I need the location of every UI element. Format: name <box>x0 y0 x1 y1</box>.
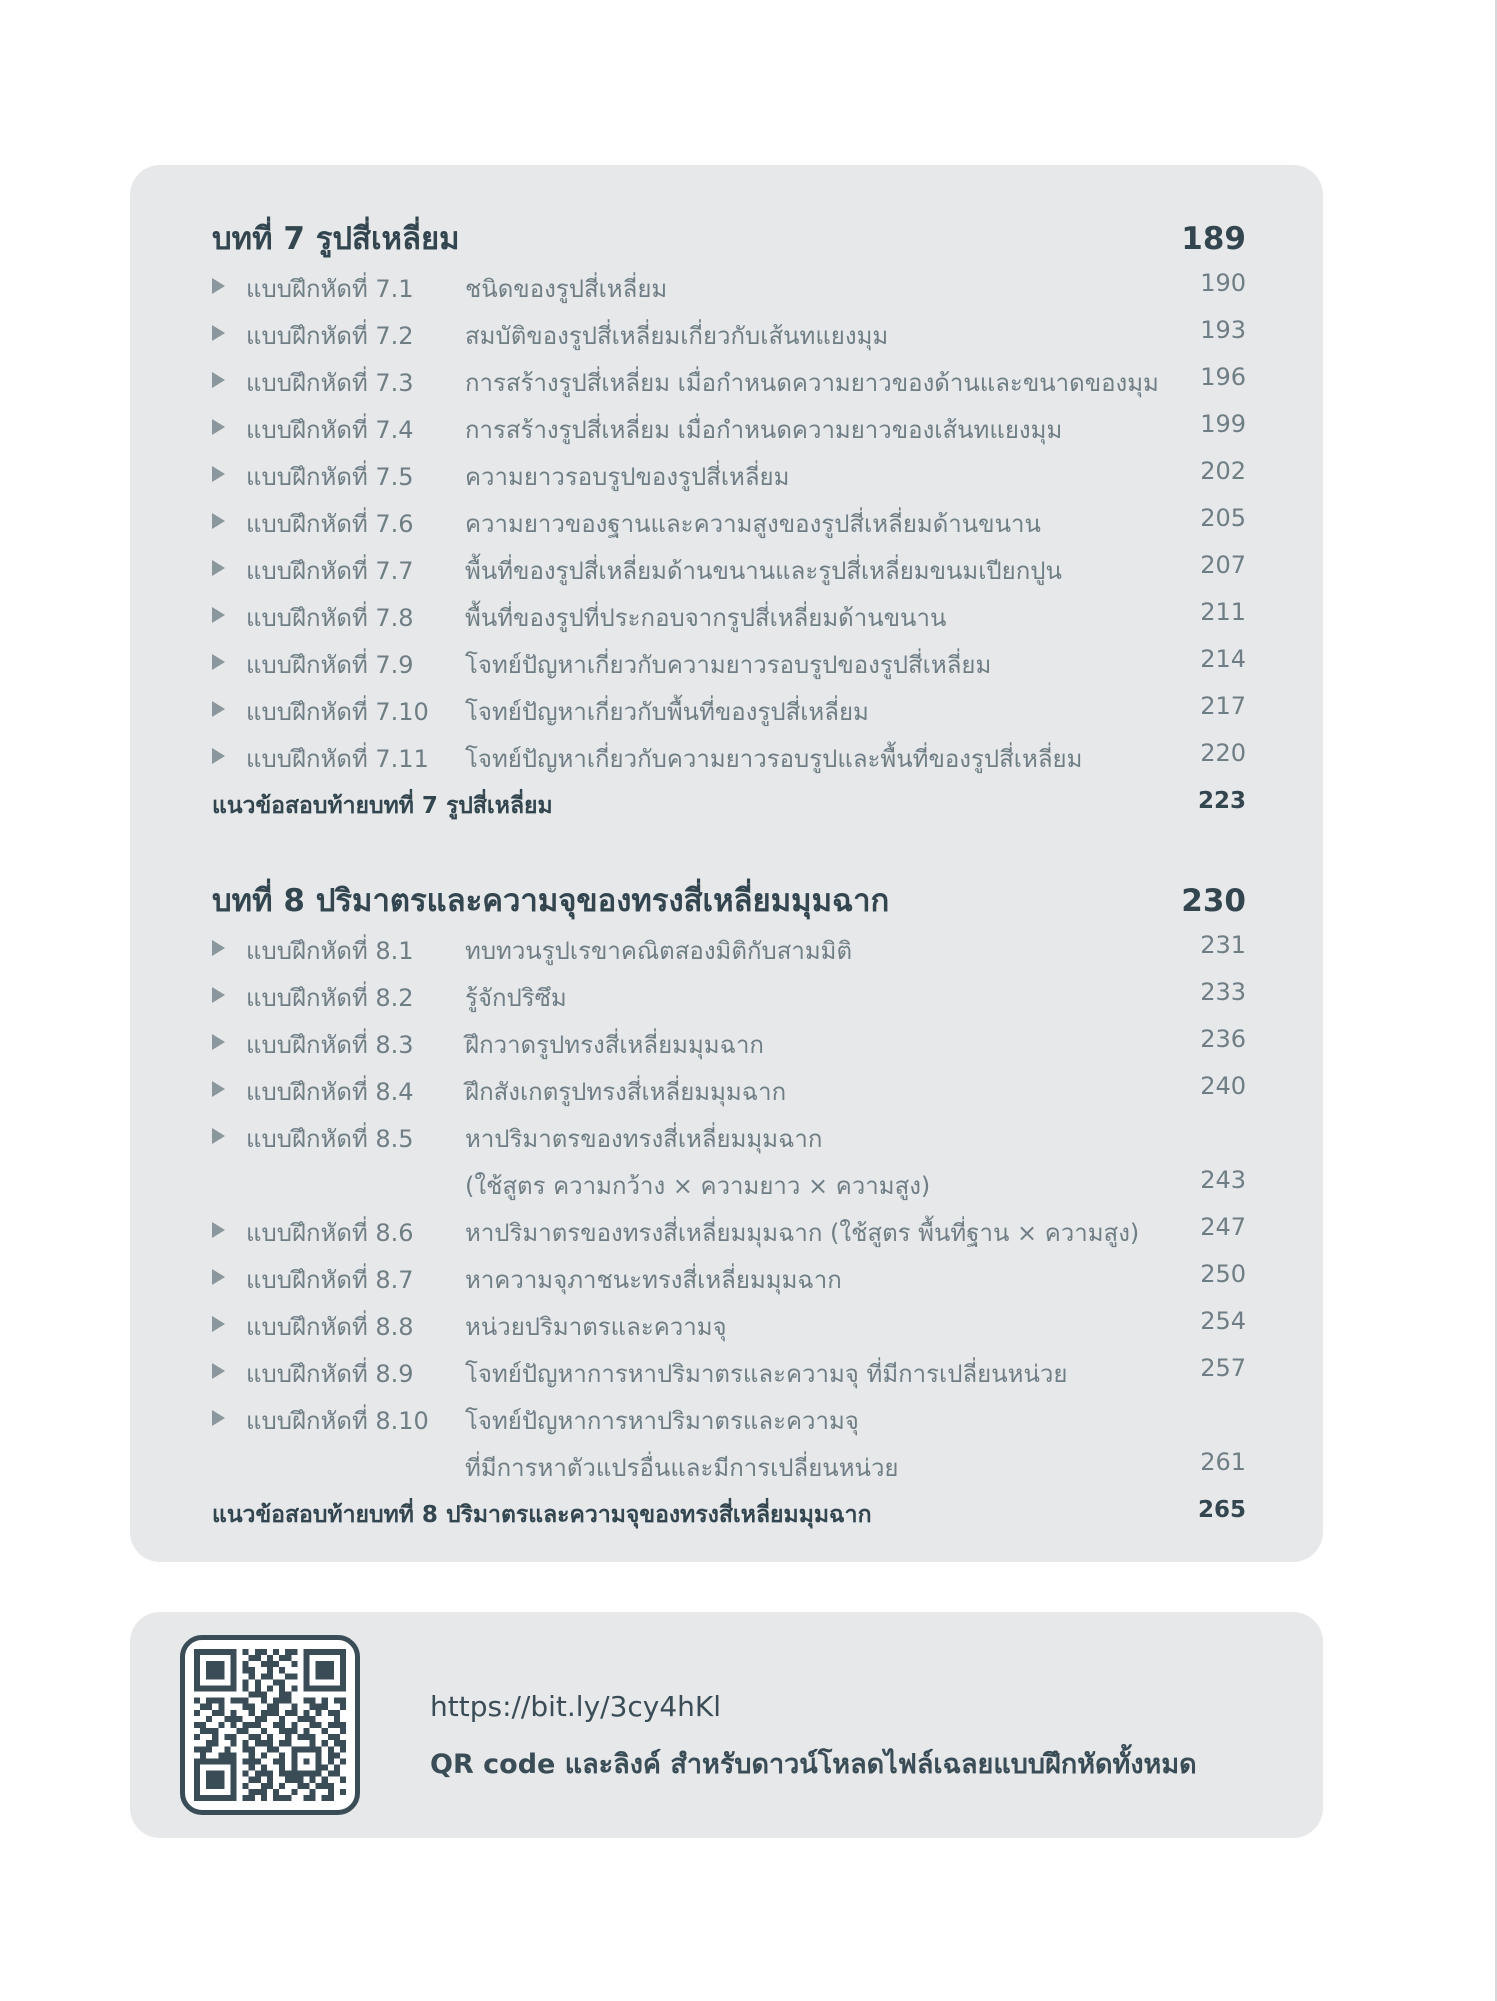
toc-row-7-3[interactable] <box>212 363 1246 403</box>
chapter-8-review-row[interactable] <box>212 1497 1246 1533</box>
review-page: 265 <box>1197 1497 1246 1523</box>
exercise-label: แบบฝึกหัดที่ 7.5 <box>246 463 414 491</box>
exercise-page: 257 <box>1200 1354 1246 1382</box>
toc-row-7-2[interactable] <box>212 316 1246 356</box>
triangle-bullet-icon <box>212 1316 225 1332</box>
exercise-title: ฝึกสังเกตรูปทรงสี่เหลี่ยมมุมฉาก <box>465 1078 787 1106</box>
toc-row-8-5[interactable] <box>212 1119 1246 1159</box>
exercise-label: แบบฝึกหัดที่ 8.9 <box>246 1360 414 1388</box>
exercise-label: แบบฝึกหัดที่ 7.3 <box>246 369 414 397</box>
toc-row-7-5[interactable] <box>212 457 1246 497</box>
exercise-title: โจทย์ปัญหาการหาปริมาตรและความจุ <box>465 1407 859 1435</box>
exercise-label: แบบฝึกหัดที่ 8.2 <box>246 984 414 1012</box>
chapter-7-title: บทที่ 7 รูปสี่เหลี่ยม <box>212 221 460 257</box>
triangle-bullet-icon <box>212 1081 225 1097</box>
exercise-label: แบบฝึกหัดที่ 7.4 <box>246 416 414 444</box>
exercise-page: 217 <box>1200 692 1246 720</box>
toc-row-8-2[interactable] <box>212 978 1246 1018</box>
triangle-bullet-icon <box>212 1034 225 1050</box>
exercise-title: ฝึกวาดรูปทรงสี่เหลี่ยมมุมฉาก <box>465 1031 764 1059</box>
exercise-label: แบบฝึกหัดที่ 7.9 <box>246 651 414 679</box>
triangle-bullet-icon <box>212 748 225 764</box>
triangle-bullet-icon <box>212 466 225 482</box>
exercise-page: 231 <box>1200 931 1246 959</box>
exercise-page: 236 <box>1200 1025 1246 1053</box>
triangle-bullet-icon <box>212 560 225 576</box>
chapter-8-title: บทที่ 8 ปริมาตรและความจุของทรงสี่เหลี่ยมมุมฉาก <box>212 883 890 919</box>
exercise-label: แบบฝึกหัดที่ 8.7 <box>246 1266 414 1294</box>
exercise-label: แบบฝึกหัดที่ 8.5 <box>246 1125 414 1153</box>
exercise-page: 193 <box>1200 316 1246 344</box>
exercise-label: แบบฝึกหัดที่ 8.3 <box>246 1031 414 1059</box>
download-link[interactable]: https://bit.ly/3cy4hKl <box>430 1690 722 1723</box>
exercise-label: แบบฝึกหัดที่ 7.7 <box>246 557 414 585</box>
exercise-page: 199 <box>1200 410 1246 438</box>
exercise-label: แบบฝึกหัดที่ 7.6 <box>246 510 414 538</box>
exercise-label: แบบฝึกหัดที่ 8.4 <box>246 1078 414 1106</box>
chapter-8-heading[interactable] <box>212 875 1246 925</box>
toc-row-7-11[interactable] <box>212 739 1246 779</box>
toc-row-7-9[interactable] <box>212 645 1246 685</box>
exercise-page: 250 <box>1200 1260 1246 1288</box>
triangle-bullet-icon <box>212 419 225 435</box>
exercise-page: 207 <box>1200 551 1246 579</box>
triangle-bullet-icon <box>212 701 225 717</box>
exercise-title: หน่วยปริมาตรและความจุ <box>465 1313 727 1341</box>
toc-row-8-10[interactable] <box>212 1401 1246 1441</box>
triangle-bullet-icon <box>212 1128 225 1144</box>
exercise-title: โจทย์ปัญหาเกี่ยวกับความยาวรอบรูปและพื้นที่ของรูปสี่เหลี่ยม <box>465 745 1083 773</box>
toc-row-8-9[interactable] <box>212 1354 1246 1394</box>
download-panel <box>130 1612 1323 1838</box>
exercise-title: พื้นที่ของรูปสี่เหลี่ยมด้านขนานและรูปสี่เหลี่ยมขนมเปียกปูน <box>465 557 1062 585</box>
exercise-title: หาความจุภาชนะทรงสี่เหลี่ยมมุมฉาก <box>465 1266 842 1294</box>
exercise-page: 233 <box>1200 978 1246 1006</box>
exercise-title: โจทย์ปัญหาเกี่ยวกับพื้นที่ของรูปสี่เหลี่ยม <box>465 698 869 726</box>
triangle-bullet-icon <box>212 1410 225 1426</box>
exercise-label: แบบฝึกหัดที่ 8.10 <box>246 1407 429 1435</box>
toc-row-8-8[interactable] <box>212 1307 1246 1347</box>
chapter-7-page: 189 <box>1181 221 1246 257</box>
exercise-title: ความยาวรอบรูปของรูปสี่เหลี่ยม <box>465 463 790 491</box>
triangle-bullet-icon <box>212 1269 225 1285</box>
triangle-bullet-icon <box>212 513 225 529</box>
triangle-bullet-icon <box>212 278 225 294</box>
exercise-label: แบบฝึกหัดที่ 7.2 <box>246 322 414 350</box>
toc-row-8-5-continued[interactable] <box>212 1166 1246 1206</box>
exercise-page: 261 <box>1200 1448 1246 1476</box>
exercise-label: แบบฝึกหัดที่ 8.1 <box>246 937 414 965</box>
triangle-bullet-icon <box>212 325 225 341</box>
exercise-title: การสร้างรูปสี่เหลี่ยม เมื่อกำหนดความยาวของเส้นทแยงมุม <box>465 416 1063 444</box>
exercise-title: สมบัติของรูปสี่เหลี่ยมเกี่ยวกับเส้นทแยงมุม <box>465 322 889 350</box>
exercise-page: 211 <box>1200 598 1246 626</box>
exercise-label: แบบฝึกหัดที่ 7.10 <box>246 698 429 726</box>
triangle-bullet-icon <box>212 654 225 670</box>
review-page: 223 <box>1197 788 1246 814</box>
exercise-page: 254 <box>1200 1307 1246 1335</box>
toc-row-8-3[interactable] <box>212 1025 1246 1065</box>
toc-row-7-10[interactable] <box>212 692 1246 732</box>
exercise-title: ที่มีการหาตัวแปรอื่นและมีการเปลี่ยนหน่วย <box>465 1454 899 1482</box>
exercise-title: โจทย์ปัญหาเกี่ยวกับความยาวรอบรูปของรูปสี่เหลี่ยม <box>465 651 992 679</box>
exercise-title: หาปริมาตรของทรงสี่เหลี่ยมมุมฉาก (ใช้สูตร พื้นที่ฐาน × ความสูง) <box>465 1219 1140 1247</box>
triangle-bullet-icon <box>212 940 225 956</box>
download-caption: QR code และลิงค์ สำหรับดาวน์โหลดไฟล์เฉลยแบบฝึกหัดทั้งหมด <box>430 1749 1197 1780</box>
exercise-page: 202 <box>1200 457 1246 485</box>
exercise-label: แบบฝึกหัดที่ 7.1 <box>246 275 414 303</box>
qr-code-icon[interactable] <box>180 1635 360 1815</box>
exercise-title: ความยาวของฐานและความสูงของรูปสี่เหลี่ยมด้านขนาน <box>465 510 1041 538</box>
chapter-7-review-row[interactable] <box>212 788 1246 824</box>
toc-row-7-8[interactable] <box>212 598 1246 638</box>
exercise-title: (ใช้สูตร ความกว้าง × ความยาว × ความสูง) <box>465 1172 931 1200</box>
exercise-page: 243 <box>1200 1166 1246 1194</box>
exercise-title: พื้นที่ของรูปที่ประกอบจากรูปสี่เหลี่ยมด้านขนาน <box>465 604 947 632</box>
exercise-label: แบบฝึกหัดที่ 8.6 <box>246 1219 414 1247</box>
toc-row-7-6[interactable] <box>212 504 1246 544</box>
exercise-page: 190 <box>1200 269 1246 297</box>
table-of-contents-panel <box>130 165 1323 1562</box>
triangle-bullet-icon <box>212 1363 225 1379</box>
triangle-bullet-icon <box>212 987 225 1003</box>
exercise-title: การสร้างรูปสี่เหลี่ยม เมื่อกำหนดความยาวของด้านและขนาดของมุม <box>465 369 1159 397</box>
toc-row-8-6[interactable] <box>212 1213 1246 1253</box>
exercise-page: 205 <box>1200 504 1246 532</box>
exercise-title: รู้จักปริซึม <box>465 984 567 1012</box>
exercise-title: ชนิดของรูปสี่เหลี่ยม <box>465 275 668 303</box>
chapter-8-page: 230 <box>1181 883 1246 919</box>
exercise-page: 240 <box>1200 1072 1246 1100</box>
chapter-7-heading[interactable] <box>212 213 1246 263</box>
exercise-label: แบบฝึกหัดที่ 7.8 <box>246 604 414 632</box>
exercise-page: 214 <box>1200 645 1246 673</box>
toc-row-7-7[interactable] <box>212 551 1246 591</box>
exercise-label: แบบฝึกหัดที่ 7.11 <box>246 745 429 773</box>
exercise-label: แบบฝึกหัดที่ 8.8 <box>246 1313 414 1341</box>
triangle-bullet-icon <box>212 372 225 388</box>
triangle-bullet-icon <box>212 607 225 623</box>
toc-row-8-4[interactable] <box>212 1072 1246 1112</box>
toc-row-7-1[interactable] <box>212 269 1246 309</box>
exercise-title: หาปริมาตรของทรงสี่เหลี่ยมมุมฉาก <box>465 1125 823 1153</box>
toc-row-8-10-continued[interactable] <box>212 1448 1246 1488</box>
triangle-bullet-icon <box>212 1222 225 1238</box>
qr-code-graphic <box>194 1649 346 1801</box>
exercise-page: 247 <box>1200 1213 1246 1241</box>
exercise-page: 220 <box>1200 739 1246 767</box>
review-label: แนวข้อสอบท้ายบทที่ 7 รูปสี่เหลี่ยม <box>212 793 553 819</box>
toc-row-7-4[interactable] <box>212 410 1246 450</box>
toc-row-8-7[interactable] <box>212 1260 1246 1300</box>
review-label: แนวข้อสอบท้ายบทที่ 8 ปริมาตรและความจุของทรงสี่เหลี่ยมมุมฉาก <box>212 1502 872 1528</box>
exercise-title: ทบทวนรูปเรขาคณิตสองมิติกับสามมิติ <box>465 937 853 965</box>
exercise-title: โจทย์ปัญหาการหาปริมาตรและความจุ ที่มีการเปลี่ยนหน่วย <box>465 1360 1068 1388</box>
exercise-page: 196 <box>1200 363 1246 391</box>
toc-row-8-1[interactable] <box>212 931 1246 971</box>
